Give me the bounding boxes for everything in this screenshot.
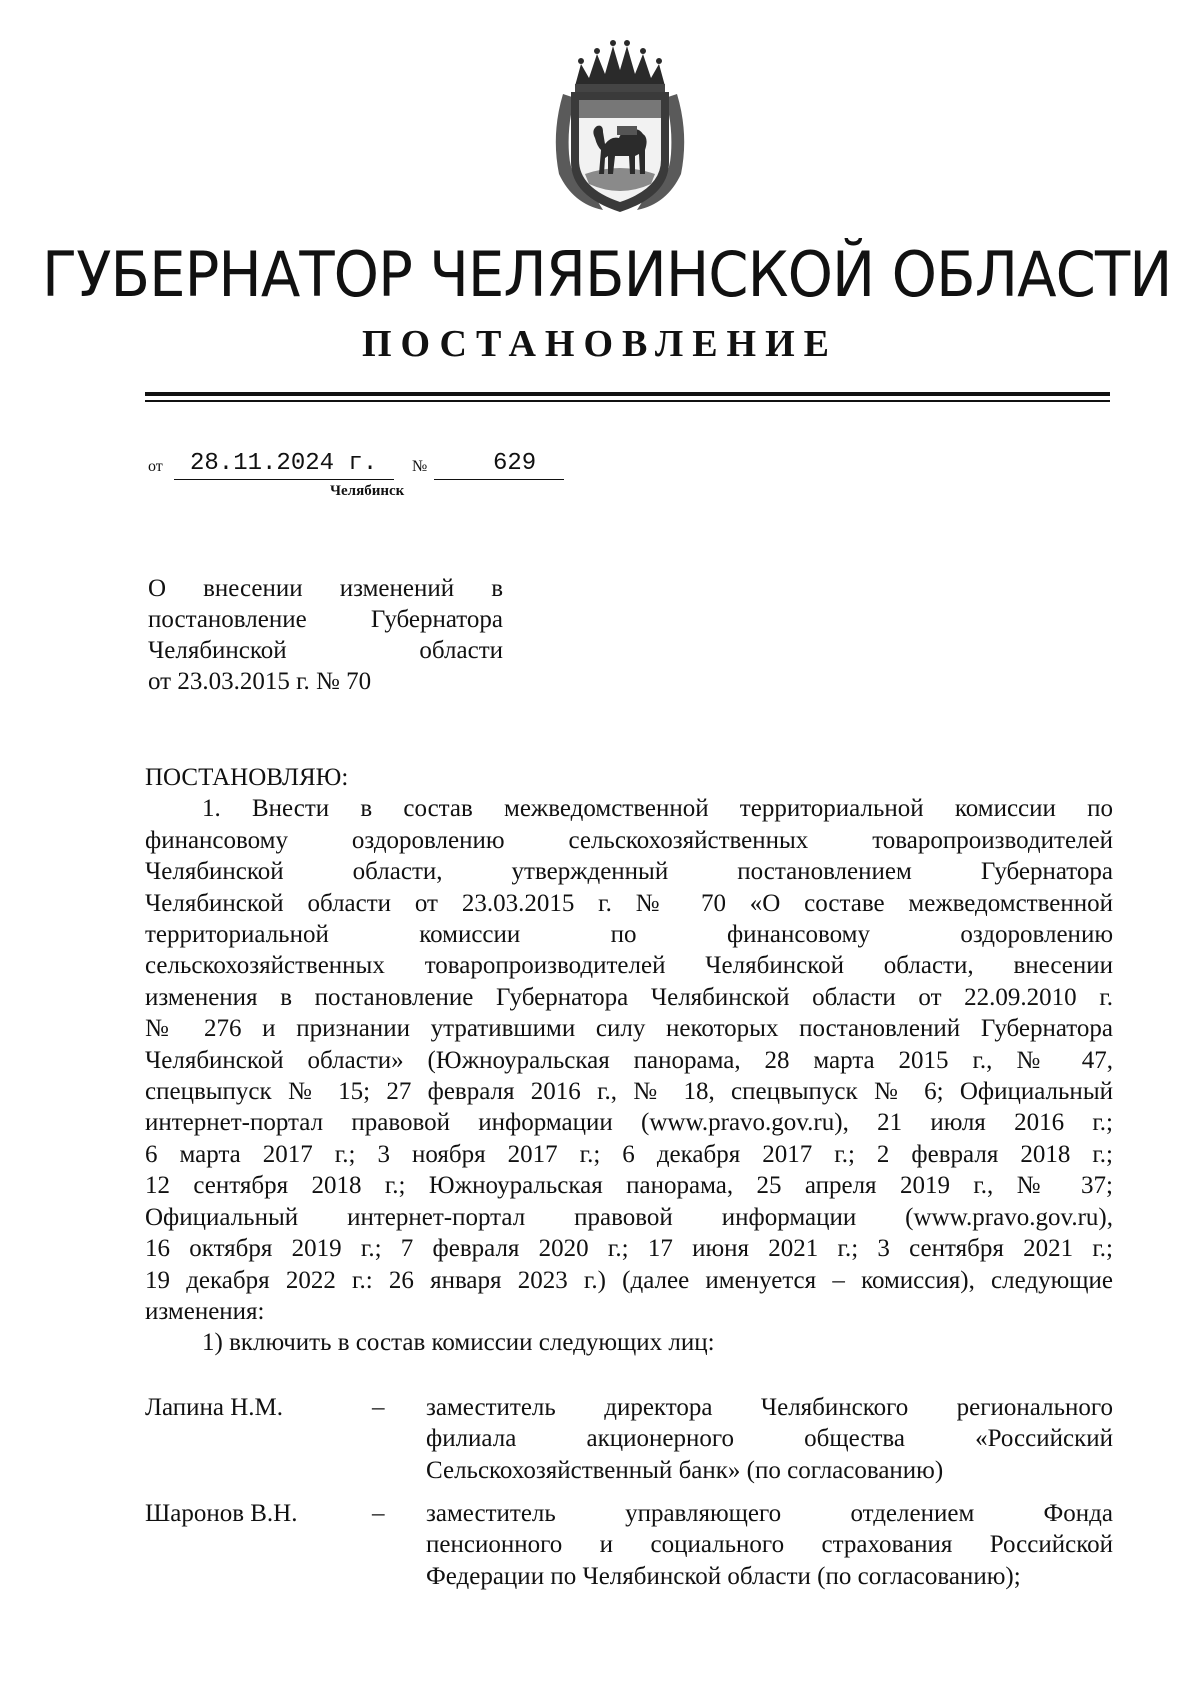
body-line: № 276 и признании утратившими силу некоторых постановлений Губернатора (145, 1015, 1113, 1043)
member-dash: – (372, 1500, 385, 1527)
header-rule-thick (145, 392, 1110, 396)
member-entry (145, 1392, 1113, 1488)
position-line: филиала акционерного общества «Российский (426, 1425, 1113, 1453)
body-line: 6 марта 2017 г.; 3 ноября 2017 г.; 6 декабря 2017 г.; 2 февраля 2018 г.; (145, 1140, 1113, 1168)
body-line: Челябинской области, утвержденный постановлением Губернатора (145, 858, 1113, 886)
city-label: Челябинск (330, 483, 405, 499)
subject-line: Челябинской области (148, 637, 503, 664)
position-line: пенсионного и социального страхования Российской (426, 1531, 1113, 1559)
member-name: Шаронов В.Н. (145, 1500, 298, 1527)
body-line: Челябинской области» (Южноуральская панорама, 28 марта 2015 г., № 47, (145, 1046, 1113, 1074)
position-line: Сельскохозяйственный банк» (по согласованию) (426, 1456, 944, 1484)
body-line: 1) включить в состав комиссии следующих лиц: (202, 1329, 715, 1357)
from-label: от (148, 458, 163, 475)
member-entry (145, 1498, 1113, 1594)
number-underline (434, 479, 564, 480)
subject-line: постановление Губернатора (148, 606, 503, 633)
body-line: изменения: (145, 1297, 265, 1325)
body-line: спецвыпуск № 15; 27 февраля 2016 г., № 18, спецвыпуск № 6; Официальный (145, 1078, 1113, 1106)
document-body (145, 762, 1113, 1359)
member-position (426, 1498, 1113, 1592)
member-name: Лапина Н.М. (145, 1394, 283, 1421)
body-line: 19 декабря 2022 г.: 26 января 2023 г.) (далее именуется – комиссия), следующие (145, 1266, 1113, 1294)
decree-word: ПОСТАНОВЛЯЮ: (145, 764, 349, 791)
document-type-title: ПОСТАНОВЛЕНИЕ (361, 323, 839, 365)
document-subject (148, 573, 503, 697)
body-line: интернет-портал правовой информации (www.pravo.gov.ru), 21 июля 2016 г.; (145, 1109, 1113, 1137)
number-label: № (412, 458, 428, 475)
body-line: 1. Внести в состав межведомственной территориальной комиссии по (202, 795, 1113, 823)
body-line: Челябинской области от 23.03.2015 г. № 70 «О составе межведомственной (145, 889, 1113, 917)
body-line: изменения в постановление Губернатора Челябинской области от 22.09.2010 г. (145, 983, 1113, 1011)
subject-line: О внесении изменений в (148, 575, 503, 602)
body-line: территориальной комиссии по финансовому оздоровлению (145, 921, 1113, 949)
subject-line: от 23.03.2015 г. № 70 (148, 668, 372, 695)
body-line: сельскохозяйственных товаропроизводителей Челябинской области, внесении (145, 952, 1113, 980)
position-line: заместитель директора Челябинского регионального (426, 1394, 1113, 1421)
body-line: финансовому оздоровлению сельскохозяйственных товаропроизводителей (145, 826, 1113, 854)
document-number: 629 (493, 450, 537, 477)
position-line: Федерации по Челябинской области (по согласованию); (426, 1562, 1021, 1590)
document-date: 28.11.2024 г. (190, 450, 378, 477)
date-underline (174, 479, 394, 480)
position-line: заместитель управляющего отделением Фонда (426, 1500, 1113, 1527)
body-line: 12 сентября 2018 г.; Южноуральская панорама, 25 апреля 2019 г., № 37; (145, 1172, 1113, 1200)
body-line: 16 октября 2019 г.; 7 февраля 2020 г.; 17 июня 2021 г.; 3 сентября 2021 г.; (145, 1235, 1113, 1263)
coat-of-arms-emblem (545, 34, 695, 219)
header-rule-thin (145, 400, 1110, 402)
date-number-line (148, 450, 588, 484)
member-dash: – (372, 1394, 385, 1421)
body-line: Официальный интернет-портал правовой информации (www.pravo.gov.ru), (145, 1203, 1113, 1231)
organization-title: ГУБЕРНАТОР ЧЕЛЯБИНСКОЙ ОБЛАСТИ (42, 238, 1172, 311)
member-position (426, 1392, 1113, 1486)
